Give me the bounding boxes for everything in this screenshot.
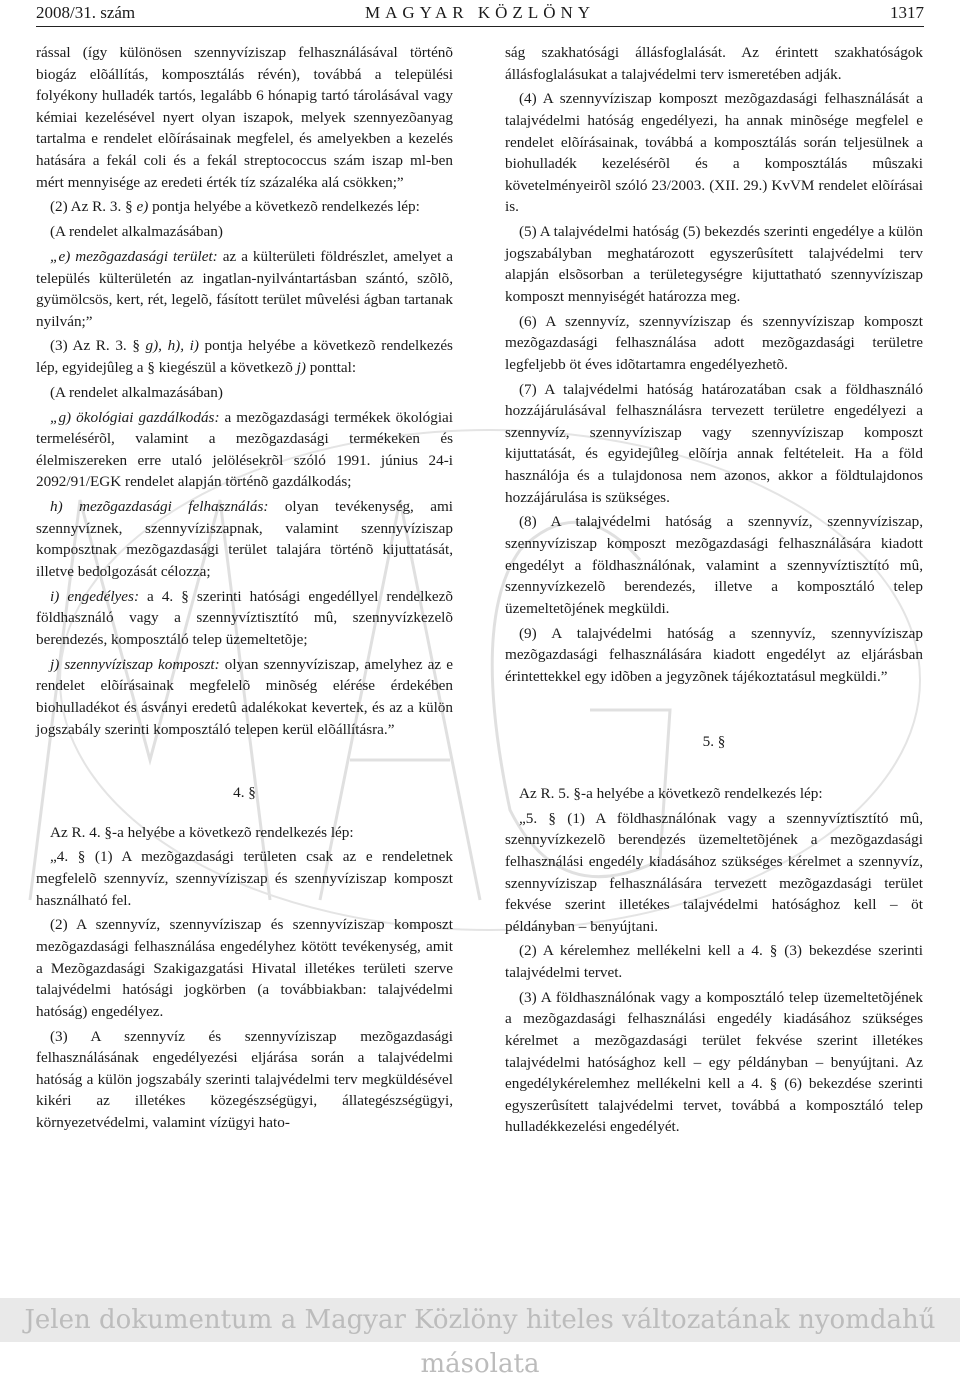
paragraph (36, 586, 453, 651)
text-run: olyan szennyvíziszap, amelyhez az e rendelet elõírásainak megfelelõ minõség elérése érdekében biohulladékot és ásványi eredetû adalékokat kevertek, és az a külön jogszabály szerinti komposztáló telepen kerül elõállításra.” (36, 655, 453, 738)
text-run: az a külterületi földrészlet, amelyet a település külterületén az ingatlan-nyilvántartásban szántó, szõlõ, gyümölcsös, kert, rét, legelõ, fásított terület mûvelési ágban tartanak nyilván;” (36, 247, 454, 330)
paragraph: Az R. 4. §-a helyébe a következõ rendelkezés lép: (50, 823, 354, 841)
page-header (36, 0, 924, 26)
footer-notice: Jelen dokumentum a Magyar Közlöny hiteles változatának nyomdahű másolata (0, 1298, 960, 1342)
paragraph: (2) A szennyvíz, szennyvíziszap és szennyvíziszap komposzt mezõgazdasági felhasználása engedélyhez kötött tevékenység, amit a Mezõgazdasági Szakigazgatási Hivatal illetékes területi szerve talajvédelmi hatósági jogkörben (a továbbiakban: talajvédelmi hatóság) engedélyez. (36, 916, 453, 1020)
paragraph: (A rendelet alkalmazásában) (50, 383, 223, 401)
text-run-italic: e) (136, 198, 149, 216)
section-heading: 4. § (233, 784, 256, 802)
text-run-italic: „g) ökológiai gazdálkodás: (50, 408, 220, 426)
issue-date: 2008/31. szám (36, 3, 136, 22)
text-run: a mezõgazdasági termékek ökológiai termelésérõl, valamint a mezõgazdasági termékeken és élelmiszereken erre utaló jelölésekrõl szóló 1991. június 24-i 2092/91/EGK rendelet alapján történõ gazdálkodás; (36, 408, 453, 491)
section-heading: 5. § (702, 733, 726, 751)
paragraph (36, 335, 453, 378)
paragraph: (9) A talajvédelmi hatóság a szennyvíz, szennyvíziszap mezõgazdasági felhasználására kiadott engedélyt az eljárásban érintettekkel egy idõben a jegyzõnek tájékoztatásul megküldi.” (505, 624, 923, 685)
paragraph (36, 407, 453, 493)
paragraph: (2) A kérelemhez mellékelni kell a 4. § (3) bekezdése szerinti talajvédelmi tervet. (505, 942, 923, 982)
page-number: 1317 (890, 3, 924, 22)
paragraph: ság szakhatósági állásfoglalását. Az érintett szakhatóságok állásfoglalásukat a talajvédelmi terv ismeretében adják. (505, 44, 923, 83)
paragraph (36, 654, 453, 740)
text-run-italic: i) engedélyes: (50, 587, 139, 605)
text-run-italic: j) szennyvíziszap komposzt: (50, 655, 220, 673)
left-column (36, 42, 453, 1137)
text-run-italic: g), h), i) (145, 337, 199, 355)
header-rule (36, 26, 924, 27)
paragraph: „5. § (1) A földhasználónak vagy a szennyvíztisztító mû, szennyvízkezelõ berendezés üzemeltetõjének a mezõgazdasági felhasználási engedély kiadásához szükséges kérelmet a szennyvíz, szennyvíziszap felhasználására tervezett mezõgazdasági terület fekvése szerint illetékes talajvédelmi hatósághoz kell – öt példányban – benyújtani. (505, 809, 923, 935)
paragraph: (A rendelet alkalmazásában) (50, 223, 223, 241)
paragraph: (4) A szennyvíziszap komposzt mezõgazdasági felhasználását a talajvédelmi hatóság engedélyezi, ha annak minõsége megfelel e rendelet elõírásainak, továbbá a komposztálás során teljesülnek a biohulladék kezelésérõl és a komposztálás mûszaki követelményeirõl szóló 23/2003. (XII. 29.) KvVM rendelet elõírásai is. (505, 90, 923, 216)
paragraph (36, 496, 453, 582)
text-run: a 4. § szerinti hatósági engedéllyel rendelkezõ földhasználó vagy a szennyvíztisztító mû, szennyvízkezelõ berendezés, komposztáló telep üzemeltetõje; (36, 587, 453, 648)
paragraph: rással (így különösen szennyvíziszap felhasználásával történõ biogáz elõállítás, komposztálás révén), továbbá a települési folyékony hulladék tartós, legalább 6 hónapig tartó tárolásával vagy kémiai kezelésével nyert olyan iszapok, melyek szennyezõanyag tartalma e rendelet elõírásainak megfelel, és amelyekben a kezelés hatására a fekál coli és a fekál streptococcus szám iszap ml-ben mért mennyisége az eredeti érték tíz százaléka alá csökken;” (36, 44, 453, 191)
text-run: pontja helyébe a következõ rendelkezés lép, egyidejûleg a § kiegészül a következõ (36, 337, 453, 377)
text-run: (3) Az R. 3. § (50, 337, 146, 355)
text-run: olyan tevékenység, ami szennyvíznek, szennyvíziszapnak, valamint szennyvíziszap komposztnak mezõgazdasági terület talajára történõ kijuttatását, illetve bedolgozását célozza; (36, 498, 454, 580)
text-run-italic: h) mezõgazdasági felhasználás: (50, 498, 269, 516)
paragraph: Az R. 5. §-a helyébe a következõ rendelkezés lép: (519, 784, 823, 802)
paragraph: „4. § (1) A mezõgazdasági területen csak az e rendeletnek megfelelõ szennyvíz, szennyvíziszap és szennyvíziszap komposzt használható fel. (36, 848, 453, 909)
text-run-italic: j) (296, 359, 306, 377)
text-run: (2) Az R. 3. § (50, 198, 137, 216)
right-column (505, 42, 923, 1141)
paragraph: (3) A szennyvíz és szennyvíziszap mezõgazdasági felhasználásának engedélyezési eljárása során a talajvédelmi hatóság a külön jogszabály szerinti talajvédelmi terv megküldésével kikéri az illetékes közegészségügyi, állategészségügyi, környezetvédelmi, valamint vízügyi hato- (36, 1027, 453, 1131)
paragraph: (6) A szennyvíz, szennyvíziszap és szennyvíziszap komposzt mezõgazdasági felhasználása adott mezõgazdasági területre legfeljebb öt éves idõtartamra engedélyezhetõ. (505, 312, 923, 373)
text-run: pontja helyébe a következõ rendelkezés lép: (148, 198, 420, 216)
text-run: ponttal: (305, 359, 357, 377)
publication-title: MAGYAR KÖZLÖNY (364, 3, 596, 22)
paragraph: (8) A talajvédelmi hatóság a szennyvíz, szennyvíziszap, szennyvíziszap komposzt mezõgazdasági felhasználására kiadott engedélyt a földhasználónak, valamint a szennyvíztisztító mû, szennyvízkezelõ berendezés, illetve a komposztáló telep üzemeltetõjének megküldi. (505, 513, 923, 617)
paragraph (36, 196, 453, 218)
paragraph: (3) A földhasználónak vagy a komposztáló telep üzemeltetõjének a mezõgazdasági felhasználási engedély kiadásához szükséges kérelmet a mezõgazdasági terület fekvése szerint illetékes talajvédelmi hatósághoz kell – egy példányban – benyújtani. Az engedélykérelemhez mellékelni kell a 4. § (6) bekezdése szerinti egyszerûsített talajvédelmi tervet, továbbá a komposztáló telep hulladékkezelési engedélyét. (505, 988, 923, 1136)
text-run-italic: „e) mezõgazdasági terület: (50, 247, 218, 265)
paragraph: (7) A talajvédelmi hatóság határozatában csak a földhasználó hozzájárulásával felhasználásra tervezett területre engedélyezi a szennyvíz, szennyvíziszap vagy szennyvíziszap komposzt kijuttatását, és egyidejûleg elõírja annak feltételeit. Ha a föld használója és a tulajdonosa nem azonos, akkor a földtulajdonos hozzájárulása is szükséges. (505, 380, 923, 506)
paragraph (36, 246, 453, 332)
paragraph: (5) A talajvédelmi hatóság (5) bekezdés szerinti engedélye a külön jogszabályban meghatározott egyszerûsített talajvédelmi terv alapján elsõsorban a területegységre kijuttatható szennyvíziszap komposzt mennyiségét határozza meg. (505, 223, 923, 305)
